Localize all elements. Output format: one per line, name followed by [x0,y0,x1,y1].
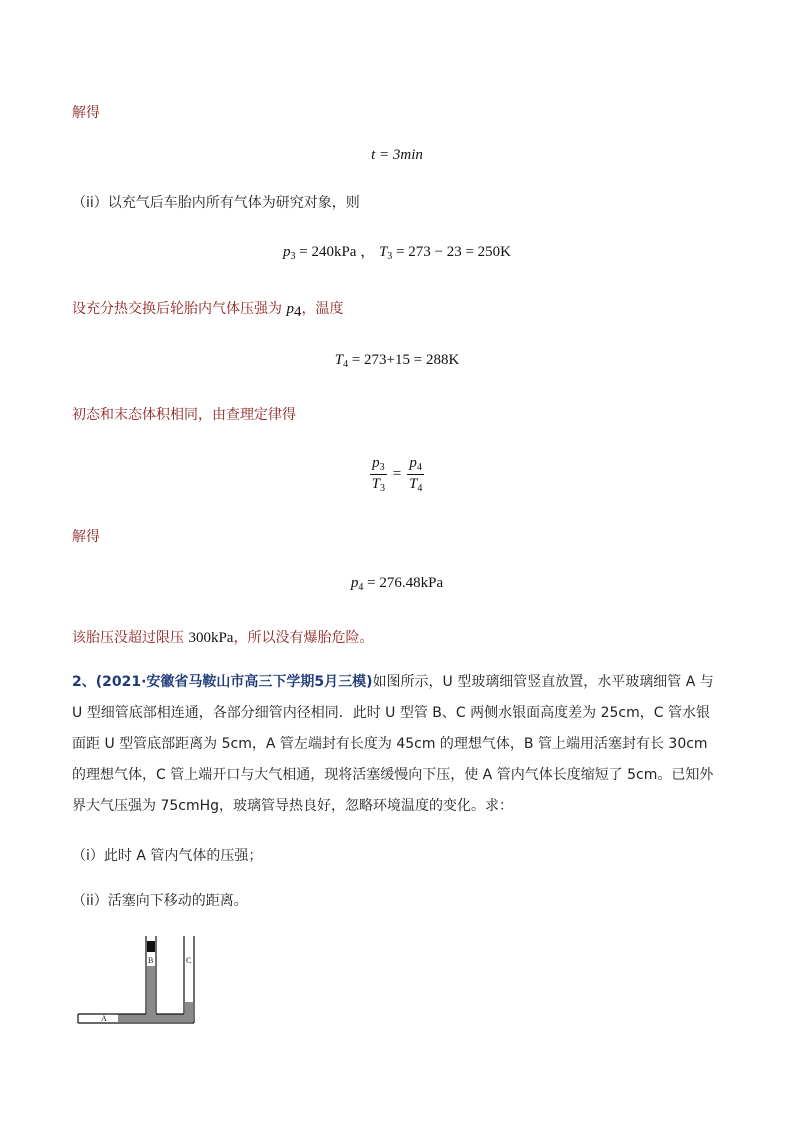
sub: 4 [416,462,422,473]
var-T: T [408,476,418,492]
equation-p3-t3 [0,240,794,262]
var-p: p [372,455,380,471]
eq5-end: = 276.48kPa [363,575,444,591]
l3-b: ，温度 [301,301,344,317]
l3-a: 设充分热交换后轮胎内气体压强为 [72,301,287,317]
text-jiede-2: 解得 [72,529,100,545]
equals: = [389,465,405,482]
text-jiede-1: 解得 [72,105,100,121]
l6-b: ，所以没有爆胎危险。 [233,630,374,646]
text-part-ii: （ii）以充气后车胎内所有气体为研究对象，则 [72,195,360,211]
fraction-left [370,455,387,494]
sub: 4 [293,304,302,320]
problem-statement: 如图所示，U 型玻璃细管竖直放置，水平玻璃细管 A 与 U 型细管底部相连通，各部分细管内径相同．此时 U 型管 B、C 两侧水银面高度差为 25cm，C 管水银面距 U 型管底部距离为 5cm，A 管左端封有长度为 45cm 的理想气体，B 管上端用活塞封有长 30cm 的理想气体，C 管上端开口与大气相通，现将活塞缓慢向下压，使 A 管内气体长度缩短了 5cm。已知外界大气压强为 75cmHg，玻璃管导热良好，忽略环境温度的变化。求： [72,674,714,814]
l6-a: 该胎压没超过限压 [72,630,189,646]
equation-p4-result [0,575,794,593]
var-p: p [409,455,417,471]
sub: 3 [379,462,385,473]
label-c: C [186,956,192,965]
fraction-right [407,455,424,494]
var-p4: p [286,301,294,317]
label-b: B [148,956,154,965]
sub: 4 [343,359,349,370]
tube-walls [78,936,194,1023]
mercury-b-column [147,966,155,1014]
eq2-end: = 273 − 23 = 250K [392,244,512,260]
mercury-c-column [185,1002,193,1022]
sub: 3 [387,251,393,262]
text-conclusion [72,627,722,647]
sub: 4 [358,582,364,593]
u-tube-figure [74,936,200,1026]
sub: 3 [290,251,296,262]
problem-2 [72,667,722,822]
equation-fraction [0,455,794,494]
piston [147,941,155,952]
var-p: p [282,244,291,260]
var-T: T [334,352,344,368]
eq3-end: = 273+15 = 288K [348,352,460,368]
var-T: T [378,244,388,260]
sub: 3 [380,483,386,494]
question-i: （i）此时 A 管内气体的压强； [72,848,263,864]
var-T: T [371,476,381,492]
text-charles-law: 初态和末态体积相同，由查理定律得 [72,407,296,423]
var-p: p [350,575,359,591]
eq2-mid: = 240kPa ， [295,244,379,260]
eq1-text: t = 3min [371,147,423,163]
question-ii: （ii）活塞向下移动的距离。 [72,893,248,909]
equation-t4 [0,352,794,370]
problem-source: 2、(2021·安徽省马鞍山市高三下学期5月三模) [72,674,373,690]
mercury-a-tube [118,1014,148,1022]
pressure-limit: 300kPa [188,630,234,646]
label-a: A [101,1014,107,1023]
equation-t [0,147,794,164]
text-assume-p4 [72,298,722,321]
sub: 4 [417,483,423,494]
